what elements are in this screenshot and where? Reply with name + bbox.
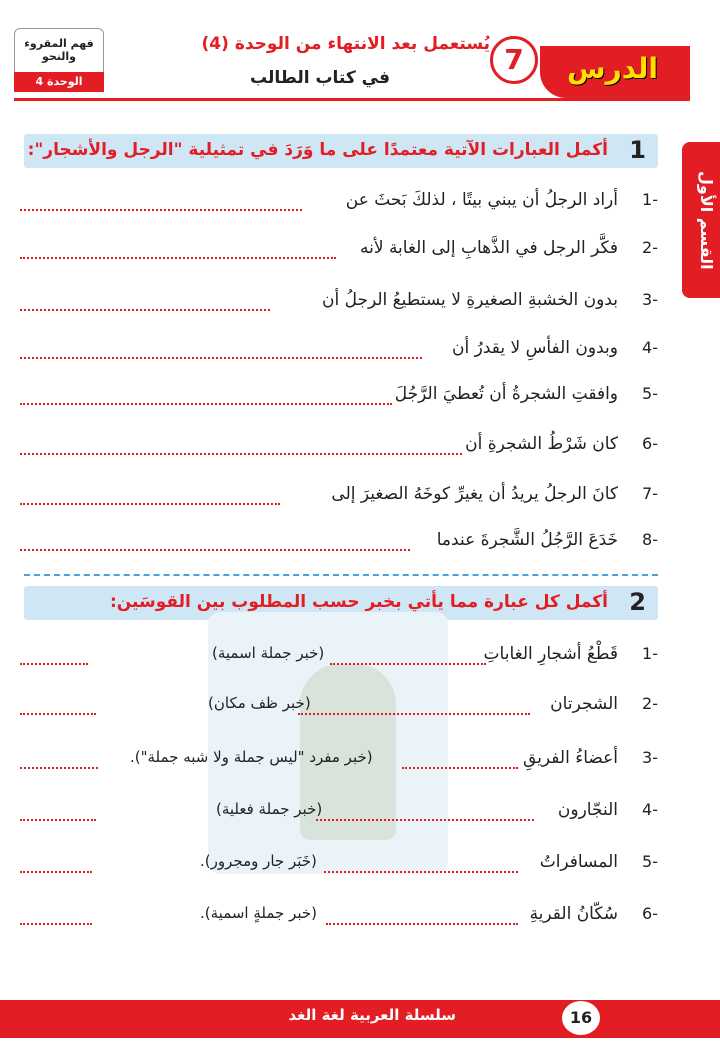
answer-line[interactable] [330,663,486,665]
answer-line[interactable] [316,819,534,821]
exercise-1-item [20,238,658,266]
answer-line[interactable] [326,923,518,925]
lesson-label: الدرس [566,52,658,85]
item-number: -6 [642,434,658,453]
unit-box-skill: فهم المقروء والنحو [24,37,94,63]
item-text: أراد الرجلُ أن يبني بيتًا ، لذلكَ بَحثَ عن [345,190,618,210]
exercise-1-title: أكمل العبارات الآتية معتمدًا على ما وَرَدَ في تمثيلية "الرجل والأشجار": [27,140,608,160]
page-number: 16 [562,1001,600,1035]
item-number: -2 [642,238,658,257]
exercise-1-number: 1 [629,136,646,164]
unit-box [14,28,104,92]
unit-box-unit: الوحدة 4 [14,72,104,92]
item-number: -7 [642,484,658,503]
item-text: وبدون الفأسِ لا يقدرُ أن [452,338,618,358]
exercise-2-item [20,904,658,932]
item-number: -3 [642,290,658,309]
answer-line[interactable] [20,663,88,665]
answer-line[interactable] [20,819,96,821]
answer-line[interactable] [20,549,410,551]
item-number: -5 [642,852,658,871]
header-divider [14,98,690,101]
header-book-note: في كتاب الطالب [250,68,390,88]
item-text: كانَ الرجلُ يريدُ أن يغيرِّ كوخَهُ الصغيرَ إلى [331,484,618,504]
item-number: -8 [642,530,658,549]
item-text: أعضاءُ الفريقِ [523,748,618,768]
answer-line[interactable] [20,453,462,455]
answer-line[interactable] [20,767,98,769]
answer-line[interactable] [20,871,92,873]
required-type: (خَبَر جار ومجرور). [200,852,317,870]
item-number: -6 [642,904,658,923]
answer-line[interactable] [20,713,96,715]
answer-line[interactable] [20,209,302,211]
item-text: فكَّر الرجل في الذَّهابِ إلى الغابة لأنه [360,238,618,258]
item-text: خَدَعَ الرَّجُلُ الشَّجرةَ عندما [436,530,618,550]
exercise-2-item [20,852,658,880]
series-title: سلسلة العربية لغة الغد [288,1006,456,1024]
exercise-2-item [20,644,658,672]
exercise-1-item [20,484,658,512]
answer-line[interactable] [20,309,270,311]
answer-line[interactable] [20,257,336,259]
exercise-1-item [20,434,658,462]
item-text: الشجرتان [550,694,618,714]
answer-line[interactable] [20,923,92,925]
required-type: (خبر جملة اسمية) [212,644,325,662]
item-number: -1 [642,644,658,663]
exercise-2-number: 2 [629,588,646,616]
item-text: سُكّانُ القريةِ [529,904,618,924]
answer-line[interactable] [20,503,280,505]
exercise-2-item [20,694,658,722]
answer-line[interactable] [20,403,392,405]
answer-line[interactable] [298,713,530,715]
exercise-1-item [20,190,658,218]
item-number: -3 [642,748,658,767]
item-number: -2 [642,694,658,713]
exercise-1-item [20,530,658,558]
item-number: -4 [642,338,658,357]
answer-line[interactable] [20,357,422,359]
answer-line[interactable] [324,871,518,873]
section-divider [24,574,658,576]
item-text: بدون الخشبةِ الصغيرةِ لا يستطيعُ الرجلُ أن [321,290,618,310]
item-number: -1 [642,190,658,209]
exercise-2-item [20,800,658,828]
item-text: كان شَرْطُ الشجرةِ أن [465,434,618,454]
header-usage-note: يُستعمل بعد الانتهاء من الوحدة (4) [201,34,490,54]
exercise-1-item [20,338,658,366]
item-number: -5 [642,384,658,403]
item-text: النجّارون [557,800,618,820]
exercise-2-item [20,748,658,776]
item-text: المسافراتُ [539,852,618,872]
item-text: قَطْعُ أشجارِ الغاباتِ [483,644,618,664]
exercise-2-title: أكمل كل عبارة مما يأتي بخبر حسب المطلوب بين القوسَين: [109,592,608,612]
lesson-number-badge: 7 [490,36,538,84]
required-type: (خبر مفرد "ليس جملة ولا شبه جملة"). [130,748,373,766]
answer-line[interactable] [402,767,518,769]
item-number: -4 [642,800,658,819]
exercise-1-item [20,290,658,318]
required-type: (خبر ظف مكان) [208,694,311,712]
exercise-1-header [24,134,658,168]
required-type: (خبر جملةٍ اسمية). [200,904,318,922]
side-section-label: القسم الأول [697,170,716,270]
exercise-1-item [20,384,658,412]
item-text: وافقتِ الشجرةُ أن تُعطيَ الرَّجُلَ [394,384,618,404]
required-type: (خبر جملة فعلية) [216,800,323,818]
